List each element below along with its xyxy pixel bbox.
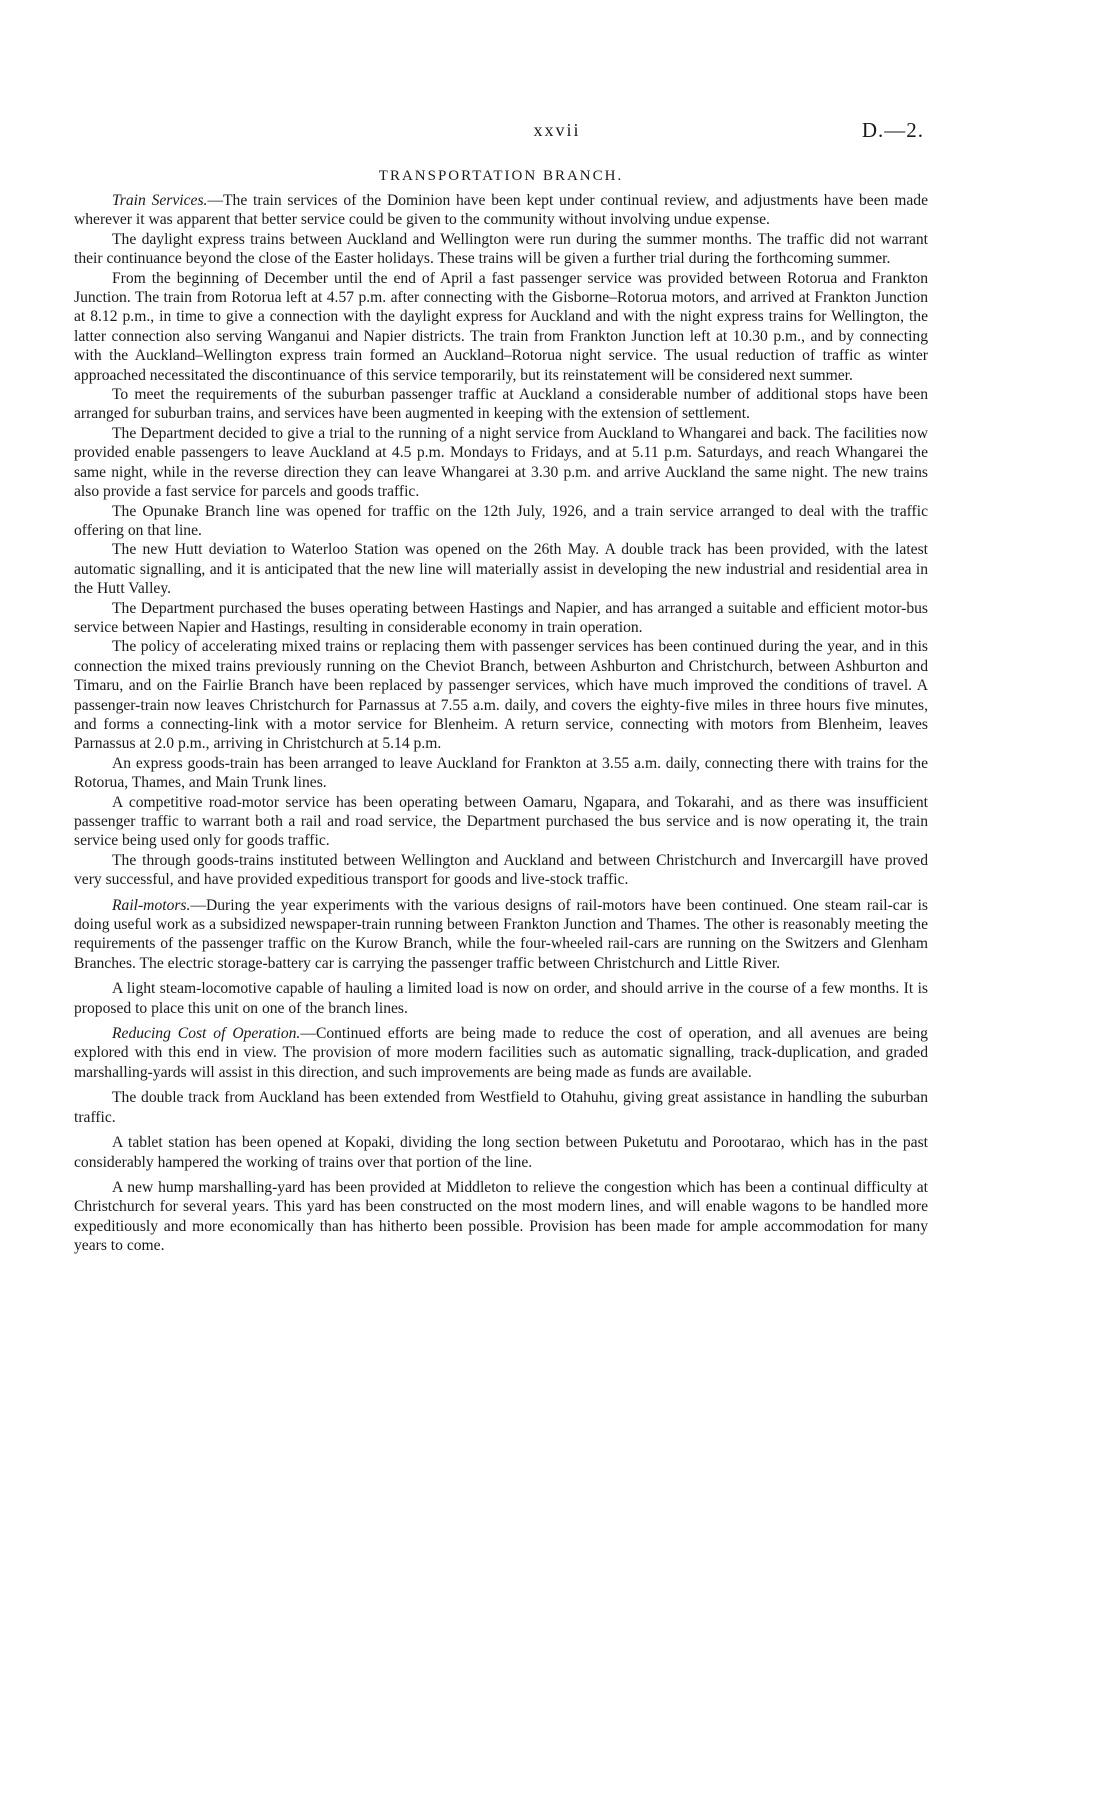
paragraph — [74, 540, 928, 598]
paragraph — [74, 599, 928, 638]
paragraph — [74, 1178, 928, 1256]
paragraph-text: A new hump marshalling-yard has been provided at Middleton to relieve the congestion which has been a continual difficulty at Christchurch for several years. This yard has been constructed on the most modern lines, and will enable wagons to be handled more expeditiously and more economically than has hitherto been possible. Provision has been made for ample accommodation for many years to come. — [74, 1178, 928, 1255]
body-text — [74, 191, 928, 1256]
paragraph — [74, 1133, 928, 1172]
paragraph-lead-heading: Train Services. — [112, 192, 208, 209]
paragraph-text: —The train services of the Dominion have been kept under continual review, and adjustments have been made wherever it was apparent that better service could be given to the community without involving undue expense. — [74, 192, 928, 229]
paragraph-text: To meet the requirements of the suburban passenger traffic at Auckland a considerable number of additional stops have been arranged for suburban trains, and services have been augmented in keeping with the extension of settlement. — [74, 386, 928, 423]
paragraph — [74, 979, 928, 1018]
paragraph — [74, 1088, 928, 1127]
paragraph-text: A competitive road-motor service has been operating between Oamaru, Ngapara, and Tokarahi, and as there was insufficient passenger traffic to warrant both a rail and road service, the Department purchased the bus service and is now operating it, the train service being used only for goods traffic. — [74, 793, 928, 850]
paragraph — [74, 230, 928, 269]
paragraph — [74, 424, 928, 502]
paragraph-text: The Department purchased the buses operating between Hastings and Napier, and has arranged a suitable and efficient motor-bus service between Napier and Hastings, resulting in considerable economy in train operation. — [74, 599, 928, 636]
paragraph — [74, 502, 928, 541]
paragraph-text: From the beginning of December until the end of April a fast passenger service was provided between Rotorua and Frankton Junction. The train from Rotorua left at 4.57 p.m. after connecting with the Gisborne–Rotorua motors, and arrived at Frankton Junction at 8.12 p.m., in time to give a connection with the daylight express for Auckland and with the night express trains for Wellington, the latter connection also serving Wanganui and Napier districts. The train from Frankton Junction left at 10.30 p.m., and by connecting with the Auckland–Wellington express train formed an Auckland–Rotorua night service. The usual reduction of traffic as winter approached necessitated the discontinuance of this service temporarily, but its reinstatement will be considered next summer. — [74, 269, 928, 384]
page-number: xxvii — [533, 120, 581, 140]
paragraph-text: A light steam-locomotive capable of hauling a limited load is now on order, and should arrive in the course of a few months. It is proposed to place this unit on one of the branch lines. — [74, 980, 928, 1017]
paragraph — [74, 896, 928, 974]
paragraph — [74, 385, 928, 424]
paragraph-text: The Department decided to give a trial to the running of a night service from Auckland to Whangarei and back. The facilities now provided enable passengers to leave Auckland at 4.5 p.m. Mondays to Fridays, and at 5.11 p.m. Saturdays, and reach Whangarei the same night, while in the reverse direction they can leave Whangarei at 3.30 p.m. and arrive Auckland the same night. The new trains also provide a fast service for parcels and goods traffic. — [74, 424, 928, 501]
paragraph — [74, 754, 928, 793]
paragraph-text: The policy of accelerating mixed trains or replacing them with passenger services has been continued during the year, and in this connection the mixed trains previously running on the Cheviot Branch, between Ashburton and Christchurch, between Ashburton and Timaru, and on the Fairlie Branch have been replaced by passenger services, which have much improved the conditions of travel. A passenger-train now leaves Christchurch for Parnassus at 7.55 a.m. daily, and covers the eighty-five miles in three hours five minutes, and forms a connecting-link with a motor service for Blenheim. A return service, connecting with motors from Blenheim, leaves Parnassus at 2.0 p.m., arriving in Christchurch at 5.14 p.m. — [74, 638, 928, 753]
paragraph-text: A tablet station has been opened at Kopaki, dividing the long section between Puketutu and Porootarao, which has in the past considerably hampered the working of trains over that portion of the line. — [74, 1134, 928, 1171]
paragraph-text: The double track from Auckland has been extended from Westfield to Otahuhu, giving great assistance in handling the suburban traffic. — [74, 1089, 928, 1126]
paragraph — [74, 793, 928, 851]
paragraph-lead-heading: Reducing Cost of Operation. — [112, 1025, 301, 1043]
document-reference: D.—2. — [861, 118, 924, 142]
paragraph — [74, 191, 928, 230]
section-heading: TRANSPORTATION BRANCH. — [378, 168, 624, 184]
paragraph-text: —During the year experiments with the various designs of rail-motors have been continued. One steam rail-car is doing useful work as a subsidized newspaper-train running between Frankton Junction and Thames. The other is reasonably meeting the requirements of the passenger traffic on the Kurow Branch, while the four-wheeled rail-cars are running on the Switzers and Glenham Branches. The electric storage-battery car is carrying the passenger traffic between Christchurch and Little River. — [74, 896, 928, 972]
paragraph-text: The through goods-trains instituted between Wellington and Auckland and between Christchurch and Invercargill have proved very successful, and have provided expeditious transport for goods and live-stock traffic. — [74, 851, 928, 889]
paragraph-text: The new Hutt deviation to Waterloo Station was opened on the 26th May. A double track has been provided, with the latest automatic signalling, and it is anticipated that the new line will materially assist in developing the new industrial and residential area in the Hutt Valley. — [74, 541, 928, 598]
paragraph-text: —Continued efforts are being made to reduce the cost of operation, and all avenues are being explored with this end in view. The provision of more modern facilities such as automatic signalling, track-duplication, and graded marshalling-yards will assist in this direction, and such improvements are being made as funds are available. — [74, 1025, 928, 1081]
paragraph — [74, 1024, 928, 1082]
paragraph-text: The Opunake Branch line was opened for traffic on the 12th July, 1926, and a train service arranged to deal with the traffic offering on that line. — [74, 502, 928, 539]
paragraph-text: An express goods-train has been arranged to leave Auckland for Frankton at 3.55 a.m. daily, connecting there with trains for the Rotorua, Thames, and Main Trunk lines. — [74, 754, 928, 792]
paragraph — [74, 637, 928, 753]
paragraph-lead-heading: Rail-motors. — [112, 896, 191, 914]
paragraph — [74, 269, 928, 385]
paragraph-text: The daylight express trains between Auckland and Wellington were run during the summer months. The traffic did not warrant their continuance beyond the close of the Easter holidays. These trains will be given a further trial during the forthcoming summer. — [74, 230, 928, 268]
paragraph — [74, 851, 928, 890]
